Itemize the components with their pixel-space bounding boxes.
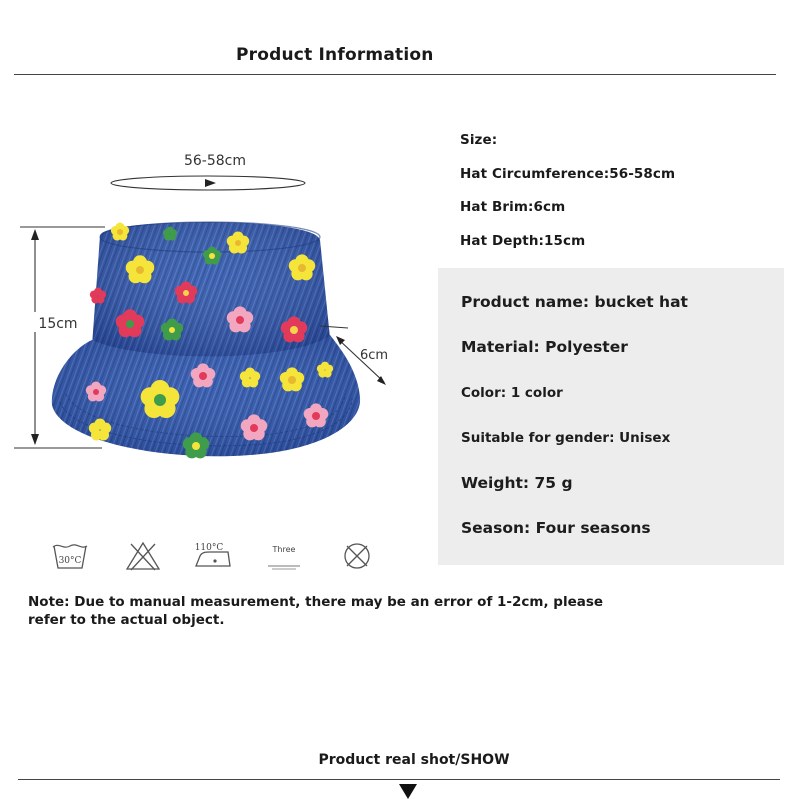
no-dry-clean-icon xyxy=(337,538,377,574)
product-image xyxy=(0,100,440,580)
section-title-real-shot: Product real shot/SHOW xyxy=(318,752,510,768)
brim-label: 6cm xyxy=(359,348,389,363)
circumference-label: 56-58cm xyxy=(183,153,247,169)
iron-110-icon xyxy=(190,538,236,574)
dry-icon xyxy=(262,538,306,574)
down-arrow-icon xyxy=(398,782,418,800)
no-bleach-icon xyxy=(123,538,163,574)
header-divider xyxy=(14,74,776,75)
color: Color: 1 color xyxy=(461,385,563,401)
depth-label: 15cm xyxy=(38,316,78,332)
circumference-indicator xyxy=(111,176,305,190)
wash-30-icon xyxy=(50,538,90,574)
measurement-note: Note: Due to manual measurement, there may be an error of 1-2cm, please refer to the actual object. xyxy=(28,594,604,628)
gender: Suitable for gender: Unisex xyxy=(461,430,671,446)
page-title: Product Information xyxy=(236,45,434,65)
hat-brim: Hat Brim:6cm xyxy=(460,199,566,215)
size-heading: Size: xyxy=(460,132,498,148)
weight: Weight: 75 g xyxy=(461,474,573,492)
product-name: Product name: bucket hat xyxy=(461,293,688,311)
svg-text:30°C: 30°C xyxy=(58,556,82,566)
hat-depth: Hat Depth:15cm xyxy=(460,233,586,249)
footer-divider xyxy=(18,779,780,780)
svg-text:110°C: 110°C xyxy=(194,543,224,553)
season: Season: Four seasons xyxy=(461,519,651,537)
hat-circumference: Hat Circumference:56-58cm xyxy=(460,166,676,182)
svg-text:Three: Three xyxy=(272,545,296,554)
material: Material: Polyester xyxy=(461,338,628,356)
